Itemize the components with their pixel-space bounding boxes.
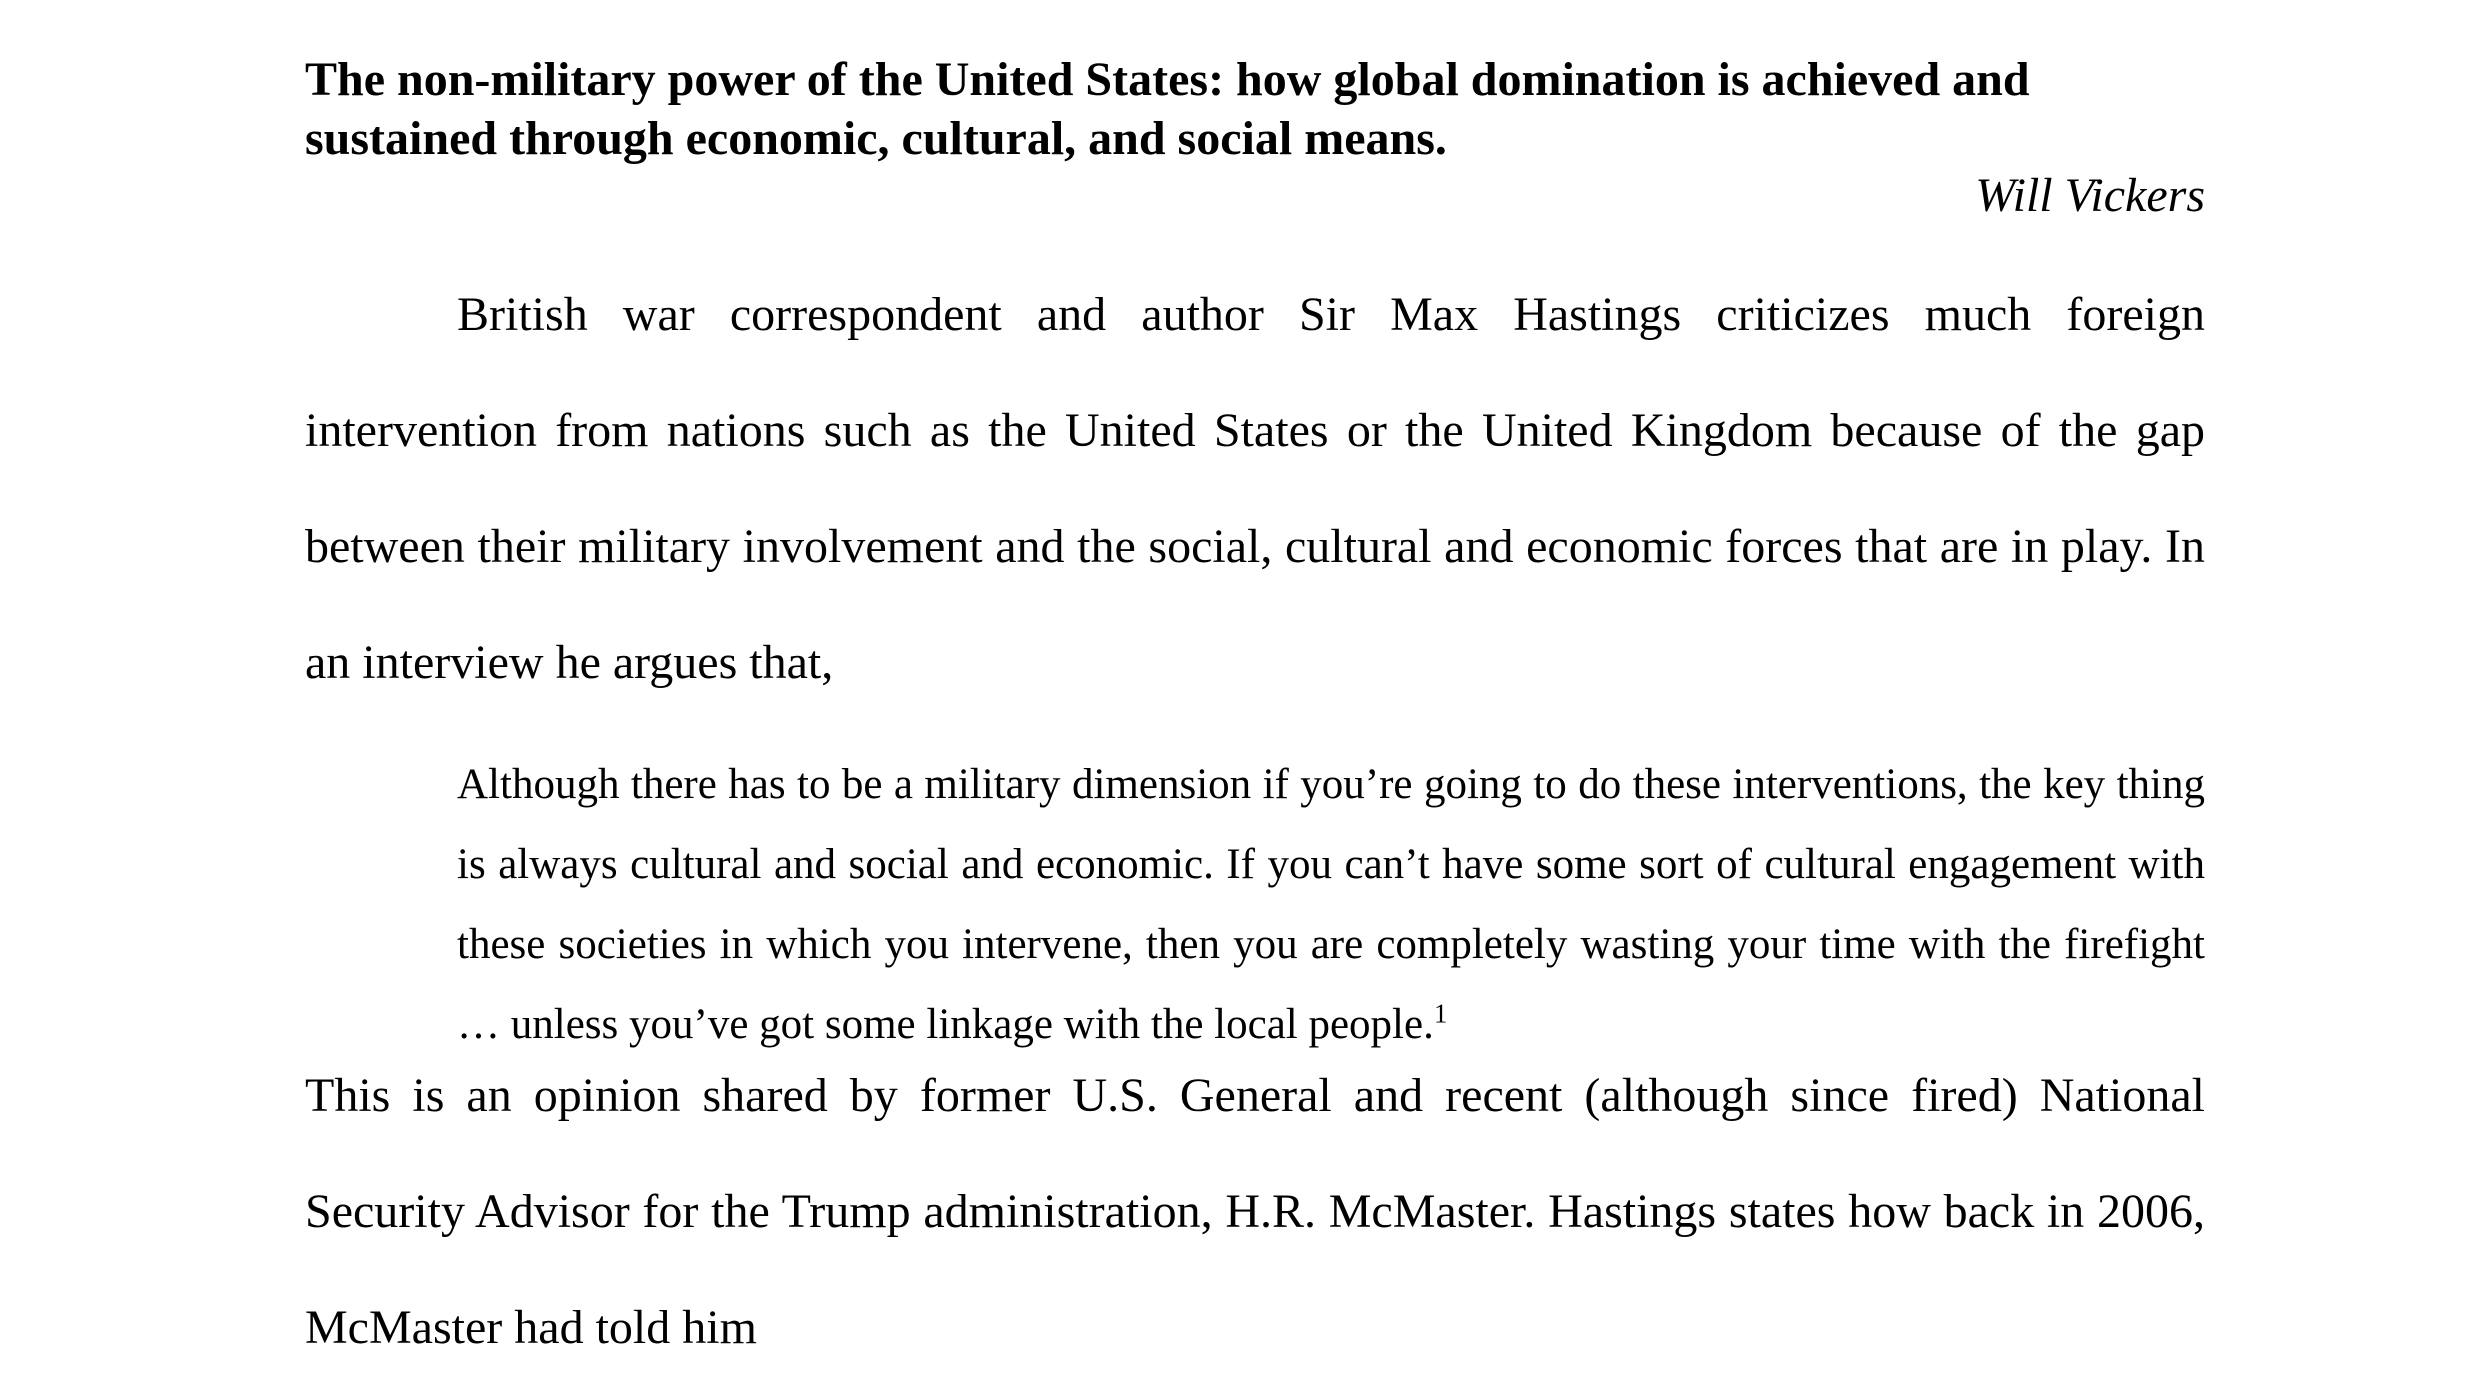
block-quote-text: Although there has to be a military dimension if you’re going to do these interventions, the key thing is always cultural and social and economic. If you can’t have some sort of cultural engagement with these societies in which you intervene, then you are completely wasting your time with the firefight … unless you’ve got some linkage with the local people. xyxy=(457,761,2205,1048)
block-quote xyxy=(457,745,2205,1065)
body-paragraph-2: This is an opinion shared by former U.S. General and recent (although since fired) National Security Advisor for the Trump administration, H.R. McMaster. Hastings states how back in 2006, McMaster had told him xyxy=(305,1069,2205,1354)
footnote-reference[interactable]: 1 xyxy=(1433,998,1448,1029)
document-author: Will Vickers xyxy=(1975,169,2205,222)
document-title: The non-military power of the United States: how global domination is achieved and sustained through economic, cultural, and social means. xyxy=(305,53,2030,165)
body-paragraph-1: British war correspondent and author Sir Max Hastings criticizes much foreign intervention from nations such as the United States or the United Kingdom because of the gap between their military involvement and the social, cultural and economic forces that are in play. In an interview he argues that, xyxy=(305,288,2205,689)
